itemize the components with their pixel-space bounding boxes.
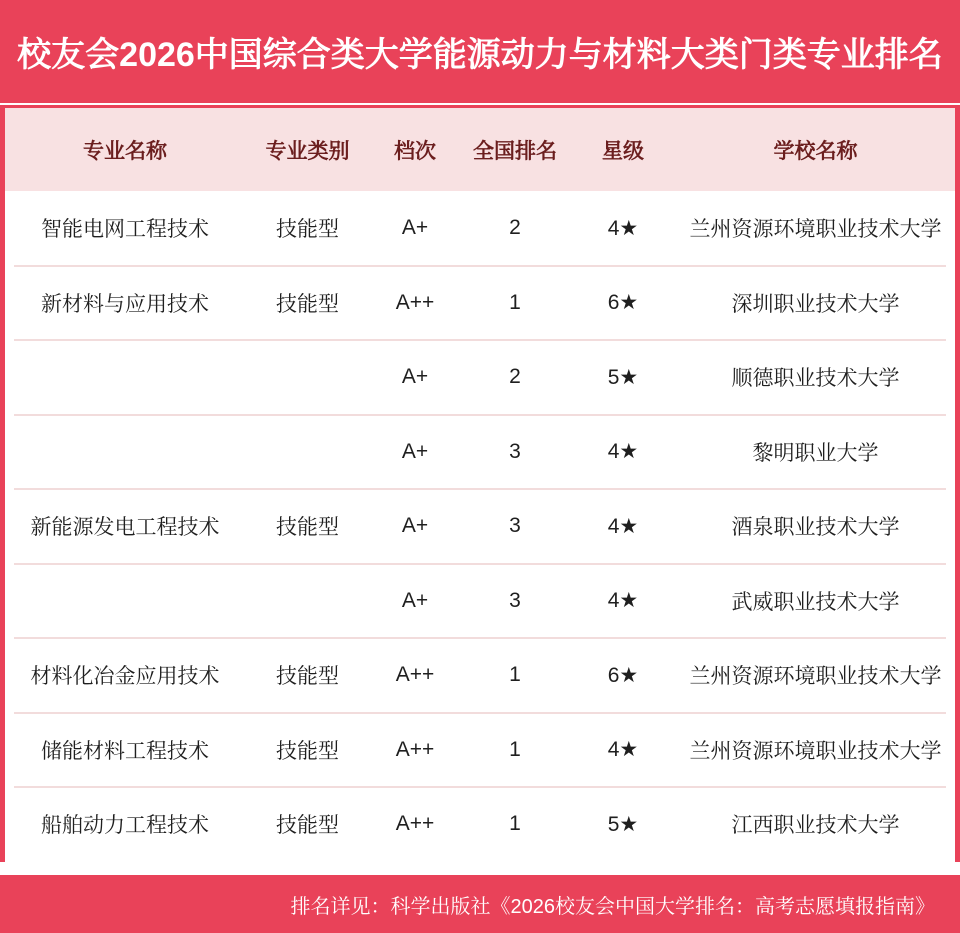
table-cell: 技能型 (276, 814, 339, 838)
table-cell: A++ (395, 737, 435, 761)
table-cell: 3 (509, 514, 521, 538)
table-body (5, 191, 955, 862)
table-cell: 材料化冶金应用技术 (30, 665, 220, 689)
table-row (5, 266, 955, 341)
table-cell: 储能材料工程技术 (41, 739, 209, 763)
table-cell: A+ (401, 514, 429, 538)
table-cell: 2 (509, 365, 521, 389)
table-cell: 武威职业技术大学 (731, 590, 900, 614)
table-cell: 江西职业技术大学 (731, 814, 900, 838)
table-cell: 3 (509, 588, 521, 612)
page-title: 校友会2026中国综合类大学能源动力与材料大类门类专业排名 (17, 36, 943, 74)
table-cell: 4★ (607, 589, 639, 613)
table-cell: 兰州资源环境职业技术大学 (689, 665, 942, 689)
footer-bar (0, 875, 960, 933)
table-cell: 1 (509, 290, 521, 314)
table-cell: 4★ (607, 514, 639, 538)
ranking-table (0, 105, 960, 862)
table-cell: 技能型 (276, 218, 339, 242)
table-cell: 3 (509, 439, 521, 463)
table-row (5, 564, 955, 639)
table-cell: 6★ (607, 291, 639, 315)
table-cell: 智能电网工程技术 (41, 218, 209, 242)
table-row (5, 340, 955, 415)
table-cell: A++ (395, 663, 435, 687)
table-cell: 5★ (607, 365, 639, 389)
table-cell: 新能源发电工程技术 (30, 516, 220, 540)
table-cell: A+ (401, 365, 429, 389)
header-cell-national-rank: 全国排名 (473, 139, 557, 163)
table-cell: 深圳职业技术大学 (731, 292, 900, 316)
table-cell: 船舶动力工程技术 (41, 814, 209, 838)
table-cell: 2 (509, 216, 521, 240)
footer-note: 排名详见：科学出版社《2026校友会中国大学排名：高考志愿填报指南》 (290, 895, 935, 918)
table-cell: 4★ (607, 216, 639, 240)
header-cell-major-category: 专业类别 (265, 139, 350, 163)
header-cell-major-name: 专业名称 (83, 139, 167, 163)
table-cell: A+ (401, 588, 429, 612)
table-cell: 黎明职业大学 (752, 441, 879, 465)
table-cell: 兰州资源环境职业技术大学 (689, 218, 942, 242)
header-cell-grade: 档次 (394, 139, 436, 163)
table-cell: 技能型 (276, 665, 339, 689)
table-row (5, 489, 955, 564)
table-cell: A++ (395, 290, 435, 314)
table-cell: 1 (509, 737, 521, 761)
table-cell: 新材料与应用技术 (41, 292, 209, 316)
table-cell: 技能型 (276, 739, 339, 763)
table-cell: 技能型 (276, 516, 339, 540)
table-row (5, 415, 955, 490)
header-cell-school-name: 学校名称 (773, 139, 858, 163)
table-cell: A++ (395, 812, 435, 836)
table-header-row (5, 108, 955, 191)
title-banner (0, 0, 960, 103)
table-row (5, 191, 955, 266)
table-cell: A+ (401, 216, 429, 240)
table-cell: 技能型 (276, 292, 339, 316)
table-cell: 4★ (607, 440, 639, 464)
table-row (5, 787, 955, 862)
table-row (5, 713, 955, 788)
table-cell: 兰州资源环境职业技术大学 (689, 739, 942, 763)
table-cell: A+ (401, 439, 429, 463)
table-cell: 4★ (607, 738, 639, 762)
table-cell: 6★ (607, 663, 639, 687)
table-cell: 酒泉职业技术大学 (731, 516, 900, 540)
table-row (5, 638, 955, 713)
header-cell-star-level: 星级 (602, 139, 644, 163)
table-cell: 5★ (607, 812, 639, 836)
table-cell: 1 (509, 663, 521, 687)
table-cell: 顺德职业技术大学 (731, 367, 900, 391)
table-cell: 1 (509, 812, 521, 836)
